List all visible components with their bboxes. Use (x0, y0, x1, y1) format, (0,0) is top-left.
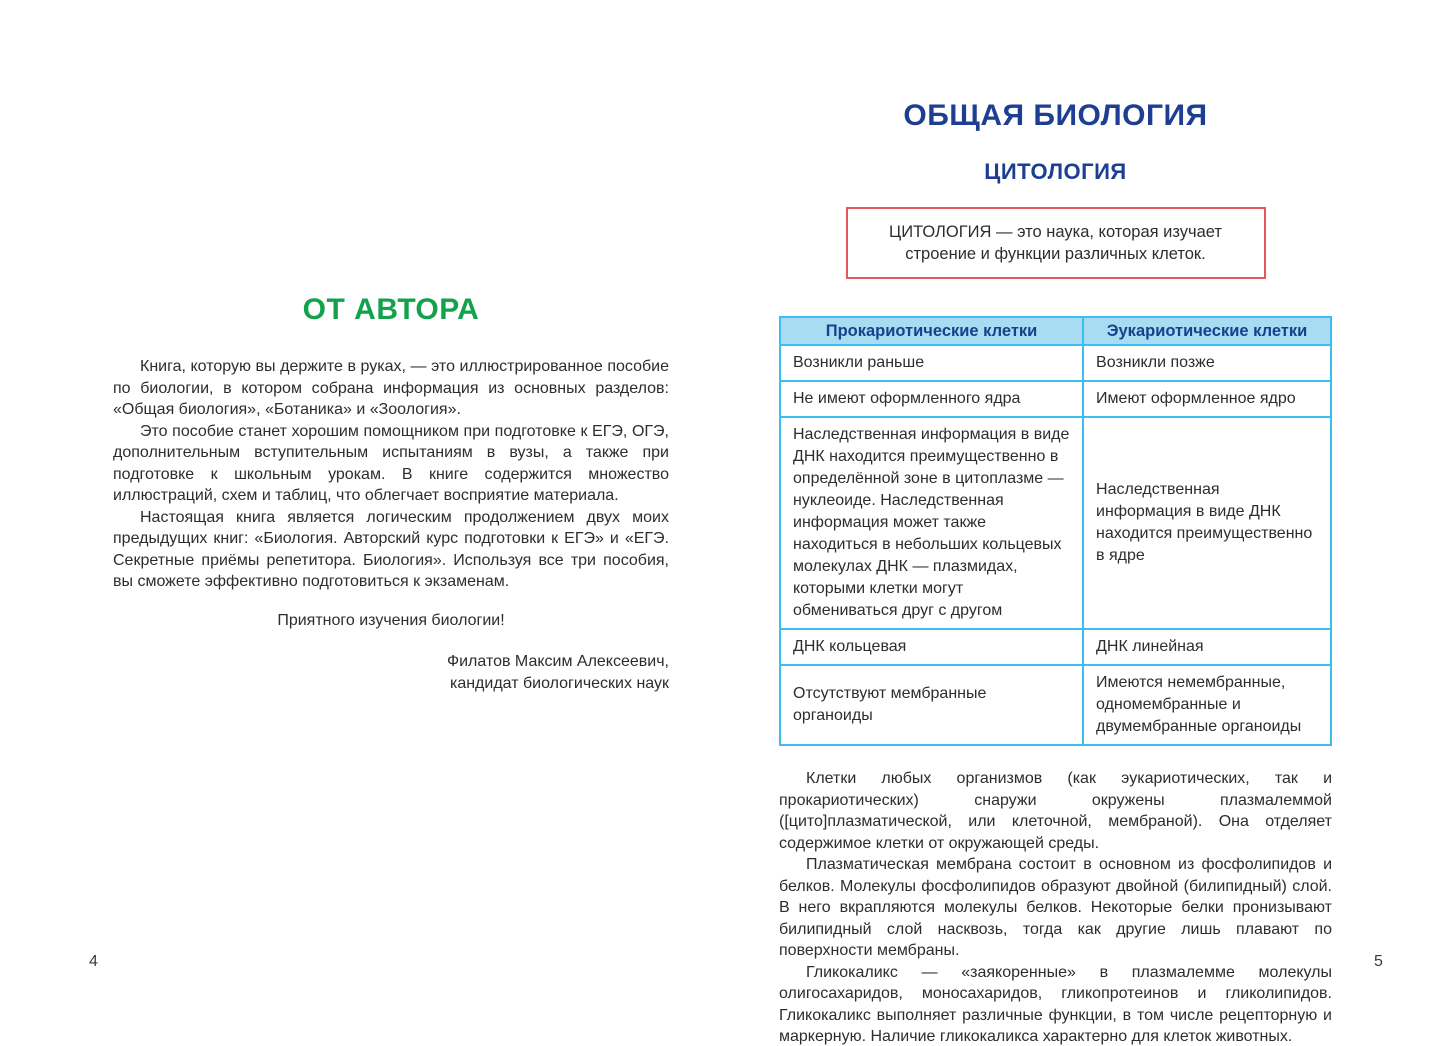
left-paragraph-1: Книга, которую вы держите в руках, — это иллюстрированное пособие по биологии, в котором собрана информация из основных разделов: «Общая биология», «Ботаника» и «Зоология». (113, 358, 669, 418)
table-cell: Имеют оформленное ядро (1083, 381, 1331, 417)
author-degree: кандидат биологических наук (449, 674, 669, 692)
table-cell: ДНК кольцевая (780, 629, 1083, 665)
right-page-body (779, 768, 1332, 1046)
page-right (779, 0, 1332, 1046)
page-number-left: 4 (89, 953, 98, 970)
prokaryote-eukaryote-table (779, 316, 1332, 746)
table-header-eukaryotic: Эукариотические клетки (1083, 317, 1331, 345)
table-row (780, 381, 1331, 417)
page-title-from-author: ОТ АВТОРА (302, 293, 480, 326)
definition-text: ЦИТОЛОГИЯ — это наука, которая изучает строение и функции различных клеток. (888, 223, 1222, 263)
table-cell: ДНК линейная (1083, 629, 1331, 665)
table-cell: Отсутствуют мембранные органоиды (780, 665, 1083, 745)
table-cell: Не имеют оформленного ядра (780, 381, 1083, 417)
left-paragraph-3: Настоящая книга является логическим продолжением двух моих предыдущих книг: «Биология. Авторский курс подготовки к ЕГЭ» и «ЕГЭ. Секретные приёмы репетитора. Биология». Используя все три пособия, вы сможете эффективно подготовиться к экзаменам. (113, 508, 669, 590)
table-row (780, 665, 1331, 745)
section-title-general-biology: ОБЩАЯ БИОЛОГИЯ (903, 99, 1208, 132)
left-paragraph-2: Это пособие станет хорошим помощником при подготовке к ЕГЭ, ОГЭ, дополнительным вступительным испытаниям в вузы, а также при подготовке к школьным урокам. В книге содержится множество иллюстраций, схем и таблиц, что облегчает восприятие материала. (113, 422, 669, 504)
table-row (780, 629, 1331, 665)
table-cell: Возникли раньше (780, 345, 1083, 381)
page-left (113, 0, 669, 694)
right-paragraph-2: Плазматическая мембрана состоит в основном из фосфолипидов и белков. Молекулы фосфолипидов образуют двойной (билипидный) слой. В него вкрапляются молекулы белков. Некоторые белки пронизывают билипидный слой насквозь, тогда как другие лишь плавают по поверхности мембраны. (779, 856, 1332, 959)
definition-box (846, 207, 1266, 279)
table-row (780, 345, 1331, 381)
author-signature (113, 651, 669, 694)
table-header-row (780, 317, 1331, 345)
table-cell: Наследственная информация в виде ДНК находится преимущественно в ядре (1083, 417, 1331, 629)
page-number-right: 5 (1374, 953, 1383, 970)
table-header-prokaryotic: Прокариотические клетки (780, 317, 1083, 345)
chapter-title-cytology: ЦИТОЛОГИЯ (984, 159, 1127, 184)
table-cell: Наследственная информация в виде ДНК находится преимущественно в определённой зоне в цитоплазме — нуклеоиде. Наследственная информация может также находиться в небольших кольцевых молекулах ДНК — плазмидах, которыми клетки могут обмениваться друг с другом (780, 417, 1083, 629)
closing-wish: Приятного изучения биологии! (277, 611, 505, 629)
right-paragraph-3: Гликокаликс — «заякоренные» в плазмалемме молекулы олигосахаридов, моносахаридов, гликопротеинов и гликолипидов. Гликокаликс выполняет различные функции, в том числе рецепторную и маркерную. Наличие гликокаликса характерно для клеток животных. (779, 963, 1332, 1045)
table-cell: Возникли позже (1083, 345, 1331, 381)
author-name: Филатов Максим Алексеевич, (446, 653, 669, 670)
table-row (780, 417, 1331, 629)
right-paragraph-1: Клетки любых организмов (как эукариотических, так и прокариотических) снаружи окружены плазмалеммой ([цито]плазматической, или клеточной, мембраной). Она отделяет содержимое клетки от окружающей среды. (779, 770, 1332, 852)
table-cell: Имеются немембранные, одномембранные и двумембранные органоиды (1083, 665, 1331, 745)
